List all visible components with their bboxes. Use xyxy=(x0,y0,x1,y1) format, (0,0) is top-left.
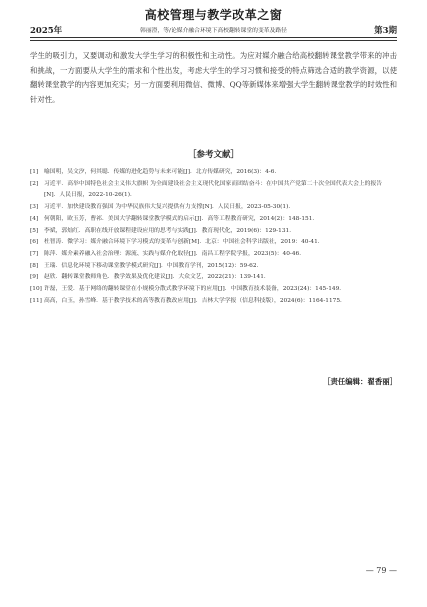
header-issue: 第3期 xyxy=(374,26,397,36)
reference-text: 何朝阳，欧玉芳，曹祁．美国大学翻转课堂教学模式的启示[J]．高等工程教育研究，2014(2)：148-151． xyxy=(44,215,319,222)
reference-text: 杜智涛．微学习：媒介融合环境下学习模式的变革与创新[M]．北京：中国社会科学出版社，2019：40-41． xyxy=(44,239,324,246)
reference-number: [4] xyxy=(30,215,39,222)
folio-dash-left: — xyxy=(365,566,374,575)
header-rule-thick xyxy=(30,37,397,38)
folio-dash-right: — xyxy=(389,566,397,575)
reference-number: [3] xyxy=(30,204,39,211)
reference-number: [9] xyxy=(30,274,39,281)
reference-item xyxy=(30,179,397,202)
reference-number: [7] xyxy=(30,250,39,257)
reference-number: [11] xyxy=(30,297,42,304)
reference-number: [8] xyxy=(30,262,39,269)
references-list xyxy=(30,167,397,307)
reference-text: 许磊，王爱．基于网络的翻转课堂在小规模分散式教学环境下的应用[J]．中国教育技术装备，2023(24)：145-149． xyxy=(44,286,346,293)
references-heading: ［参考文献］ xyxy=(187,150,239,160)
reference-text: 高高，白玉，孙雪峰．基于教学技术的高等教育教改应用[J]．吉林大学学报（信息科技版），2024(6)：1164-1175． xyxy=(44,297,346,304)
reference-number: [1] xyxy=(30,169,39,175)
reference-item xyxy=(30,226,397,238)
reference-item xyxy=(30,249,397,261)
reference-text: 习近平．加快建设教育强国 为中华民族伟大复兴提供有力支撑[N]．人民日报，2023-05-30(1)． xyxy=(44,204,295,211)
reference-number: [5] xyxy=(30,227,39,234)
reference-item xyxy=(30,284,397,296)
responsible-editor: ［责任编辑：翟香丽］ xyxy=(323,377,397,386)
reference-text: 赵欣．翻转课堂教师角色．教学效果及优化建议[J]．大众文艺，2022(21)：139-141． xyxy=(44,274,270,281)
journal-title: 高校管理与教学改革之窗 xyxy=(144,8,283,22)
reference-number: [2] xyxy=(30,180,39,187)
running-header xyxy=(30,24,397,36)
page-folio xyxy=(366,566,397,575)
reference-text: 李斌，郭灿红．高职在线开放课程建设应用的思考与实践[J]．教育现代化，2019(6)：129-131． xyxy=(44,227,295,234)
header-citation: 韩丽澄，等/论媒介融合环境下高校翻转课堂的变革及路径 xyxy=(140,28,287,34)
page-number: 79 xyxy=(376,566,387,575)
body-paragraph: 学生的吸引力，又要调动和激发大学生学习的积极性和主动性。为应对媒介融合给高校翻转课堂教学带来的冲击和挑战，一方面要从大学生的需求和个性出发，考虑大学生的学习习惯和接受的特点筛选合适的教学资源，以使翻转课堂教学的内容更加充实；另一方面要利用微信、微博、QQ等新媒体来增强大学生翻转课堂教学的时效性和针对性。 xyxy=(30,51,397,104)
reference-item xyxy=(30,237,397,249)
reference-text: 王瑞．信息化环境下移动课堂教学模式研究[J]．中国教育学刊，2015(12)：59-62． xyxy=(44,262,263,269)
reference-item xyxy=(30,261,397,273)
reference-text: 喻国明，吴文汐，何其聪．传媒的进化趋势与未来可能[J]．北方传媒研究，2016(3)：4-6． xyxy=(44,169,281,175)
reference-number: [10] xyxy=(30,286,42,293)
reference-item xyxy=(30,202,397,214)
reference-text: 陈萍．媒介素养融入社会治理：源流、实践与媒介化取径[J]．南昌工程学院学报，2023(5)：40-46． xyxy=(44,250,306,257)
reference-item xyxy=(30,296,397,308)
header-rule-thin xyxy=(30,40,397,41)
reference-text: 习近平．高举中国特色社会主义伟大旗帜 为全面建设社会主义现代化国家而团结奋斗：在中国共产党第二十次全国代表大会上的报告[N]．人民日报，2022-10-26(1)． xyxy=(44,180,383,199)
reference-item xyxy=(30,167,397,179)
header-year: 2025年 xyxy=(30,26,63,36)
reference-number: [6] xyxy=(30,239,39,246)
reference-item xyxy=(30,214,397,226)
reference-item xyxy=(30,272,397,284)
